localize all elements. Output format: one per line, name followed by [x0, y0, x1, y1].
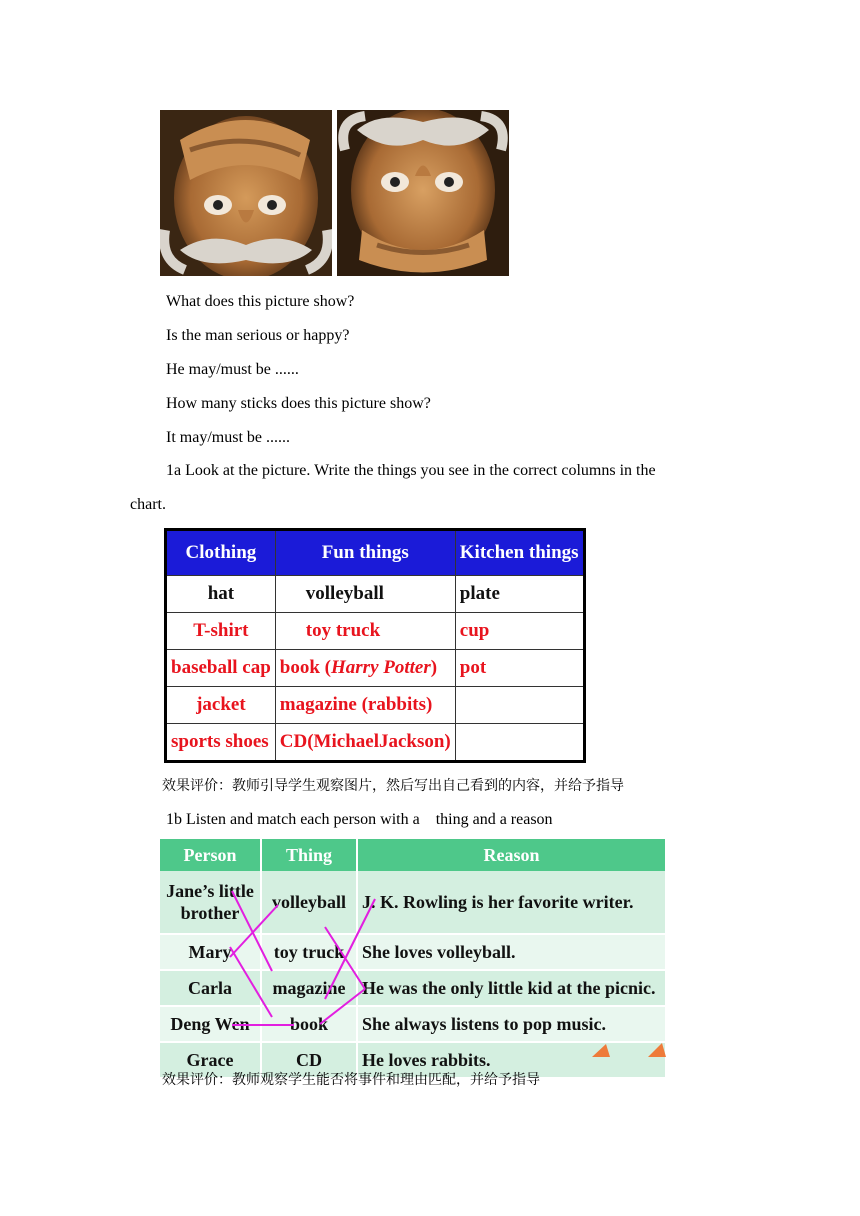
chart-1a-table — [164, 528, 586, 763]
table-row — [160, 1006, 666, 1042]
task-1a-instruction-cont: chart. — [130, 496, 166, 513]
cell-thing: book — [261, 1006, 357, 1042]
cell-fun: CD(MichaelJackson) — [275, 724, 455, 762]
cell-kitchen: plate — [455, 576, 584, 613]
table-row — [160, 970, 666, 1006]
task-1b-instruction: 1b Listen and match each person with a thing and a reason — [166, 811, 553, 828]
face-photo-upright — [160, 110, 332, 276]
cell-fun: magazine (rabbits) — [275, 687, 455, 724]
table-row — [160, 934, 666, 970]
cell-fun-suffix: ) — [430, 657, 438, 678]
header-kitchen-things: Kitchen things — [455, 530, 584, 576]
table-header-row — [166, 530, 585, 576]
task-1a-instruction: 1a Look at the picture. Write the things you see in the correct columns in the — [166, 462, 656, 479]
cell-fun: volleyball — [275, 576, 455, 613]
cell-clothing: jacket — [166, 687, 276, 724]
evaluation-1a: 效果评价：教师引导学生观察图片，然后写出自己看到的内容，并给予指导 — [162, 778, 624, 794]
cell-person: Deng Wen — [160, 1006, 261, 1042]
cell-kitchen: pot — [455, 650, 584, 687]
match-1b-table — [160, 839, 667, 1079]
table-row — [166, 650, 585, 687]
header-clothing: Clothing — [166, 530, 276, 576]
table-row — [166, 576, 585, 613]
cell-thing: CD — [261, 1042, 357, 1078]
cell-reason: He loves rabbits. — [357, 1042, 666, 1078]
table-header-row — [160, 839, 666, 871]
table-row — [160, 871, 666, 934]
cell-thing: toy truck — [261, 934, 357, 970]
cell-fun-prefix: book ( — [279, 657, 331, 678]
cell-kitchen: cup — [455, 613, 584, 650]
table-row — [166, 687, 585, 724]
cell-clothing: baseball cap — [166, 650, 276, 687]
cell-fun — [275, 650, 455, 687]
cell-kitchen — [455, 724, 584, 762]
table-row — [166, 724, 585, 762]
cell-reason: She always listens to pop music. — [357, 1006, 666, 1042]
question-4: How many sticks does this picture show? — [166, 395, 431, 412]
question-3: He may/must be ...... — [166, 361, 299, 378]
cell-clothing: sports shoes — [166, 724, 276, 762]
cell-reason: She loves volleyball. — [357, 934, 666, 970]
evaluation-1b: 效果评价：教师观察学生能否将事件和理由匹配，并给予指导 — [162, 1072, 540, 1088]
cell-clothing: T-shirt — [166, 613, 276, 650]
question-1: What does this picture show? — [166, 293, 355, 310]
cell-fun-italic: Harry Potter — [331, 657, 431, 678]
cell-thing: magazine — [261, 970, 357, 1006]
cell-clothing: hat — [166, 576, 276, 613]
header-fun-things: Fun things — [275, 530, 455, 576]
cell-person: Jane’s little brother — [160, 871, 261, 934]
header-thing: Thing — [261, 839, 357, 871]
header-reason: Reason — [357, 839, 666, 871]
cell-person: Mary — [160, 934, 261, 970]
cell-person: Carla — [160, 970, 261, 1006]
cell-fun: toy truck — [275, 613, 455, 650]
question-5: It may/must be ...... — [166, 429, 290, 446]
question-2: Is the man serious or happy? — [166, 327, 350, 344]
face-photo-inverted — [337, 110, 509, 276]
cell-reason: J. K. Rowling is her favorite writer. — [357, 871, 666, 934]
cell-reason: He was the only little kid at the picnic. — [357, 970, 666, 1006]
table-row — [166, 613, 585, 650]
cell-kitchen — [455, 687, 584, 724]
cell-thing: volleyball — [261, 871, 357, 934]
cell-person: Grace — [160, 1042, 261, 1078]
header-person: Person — [160, 839, 261, 871]
